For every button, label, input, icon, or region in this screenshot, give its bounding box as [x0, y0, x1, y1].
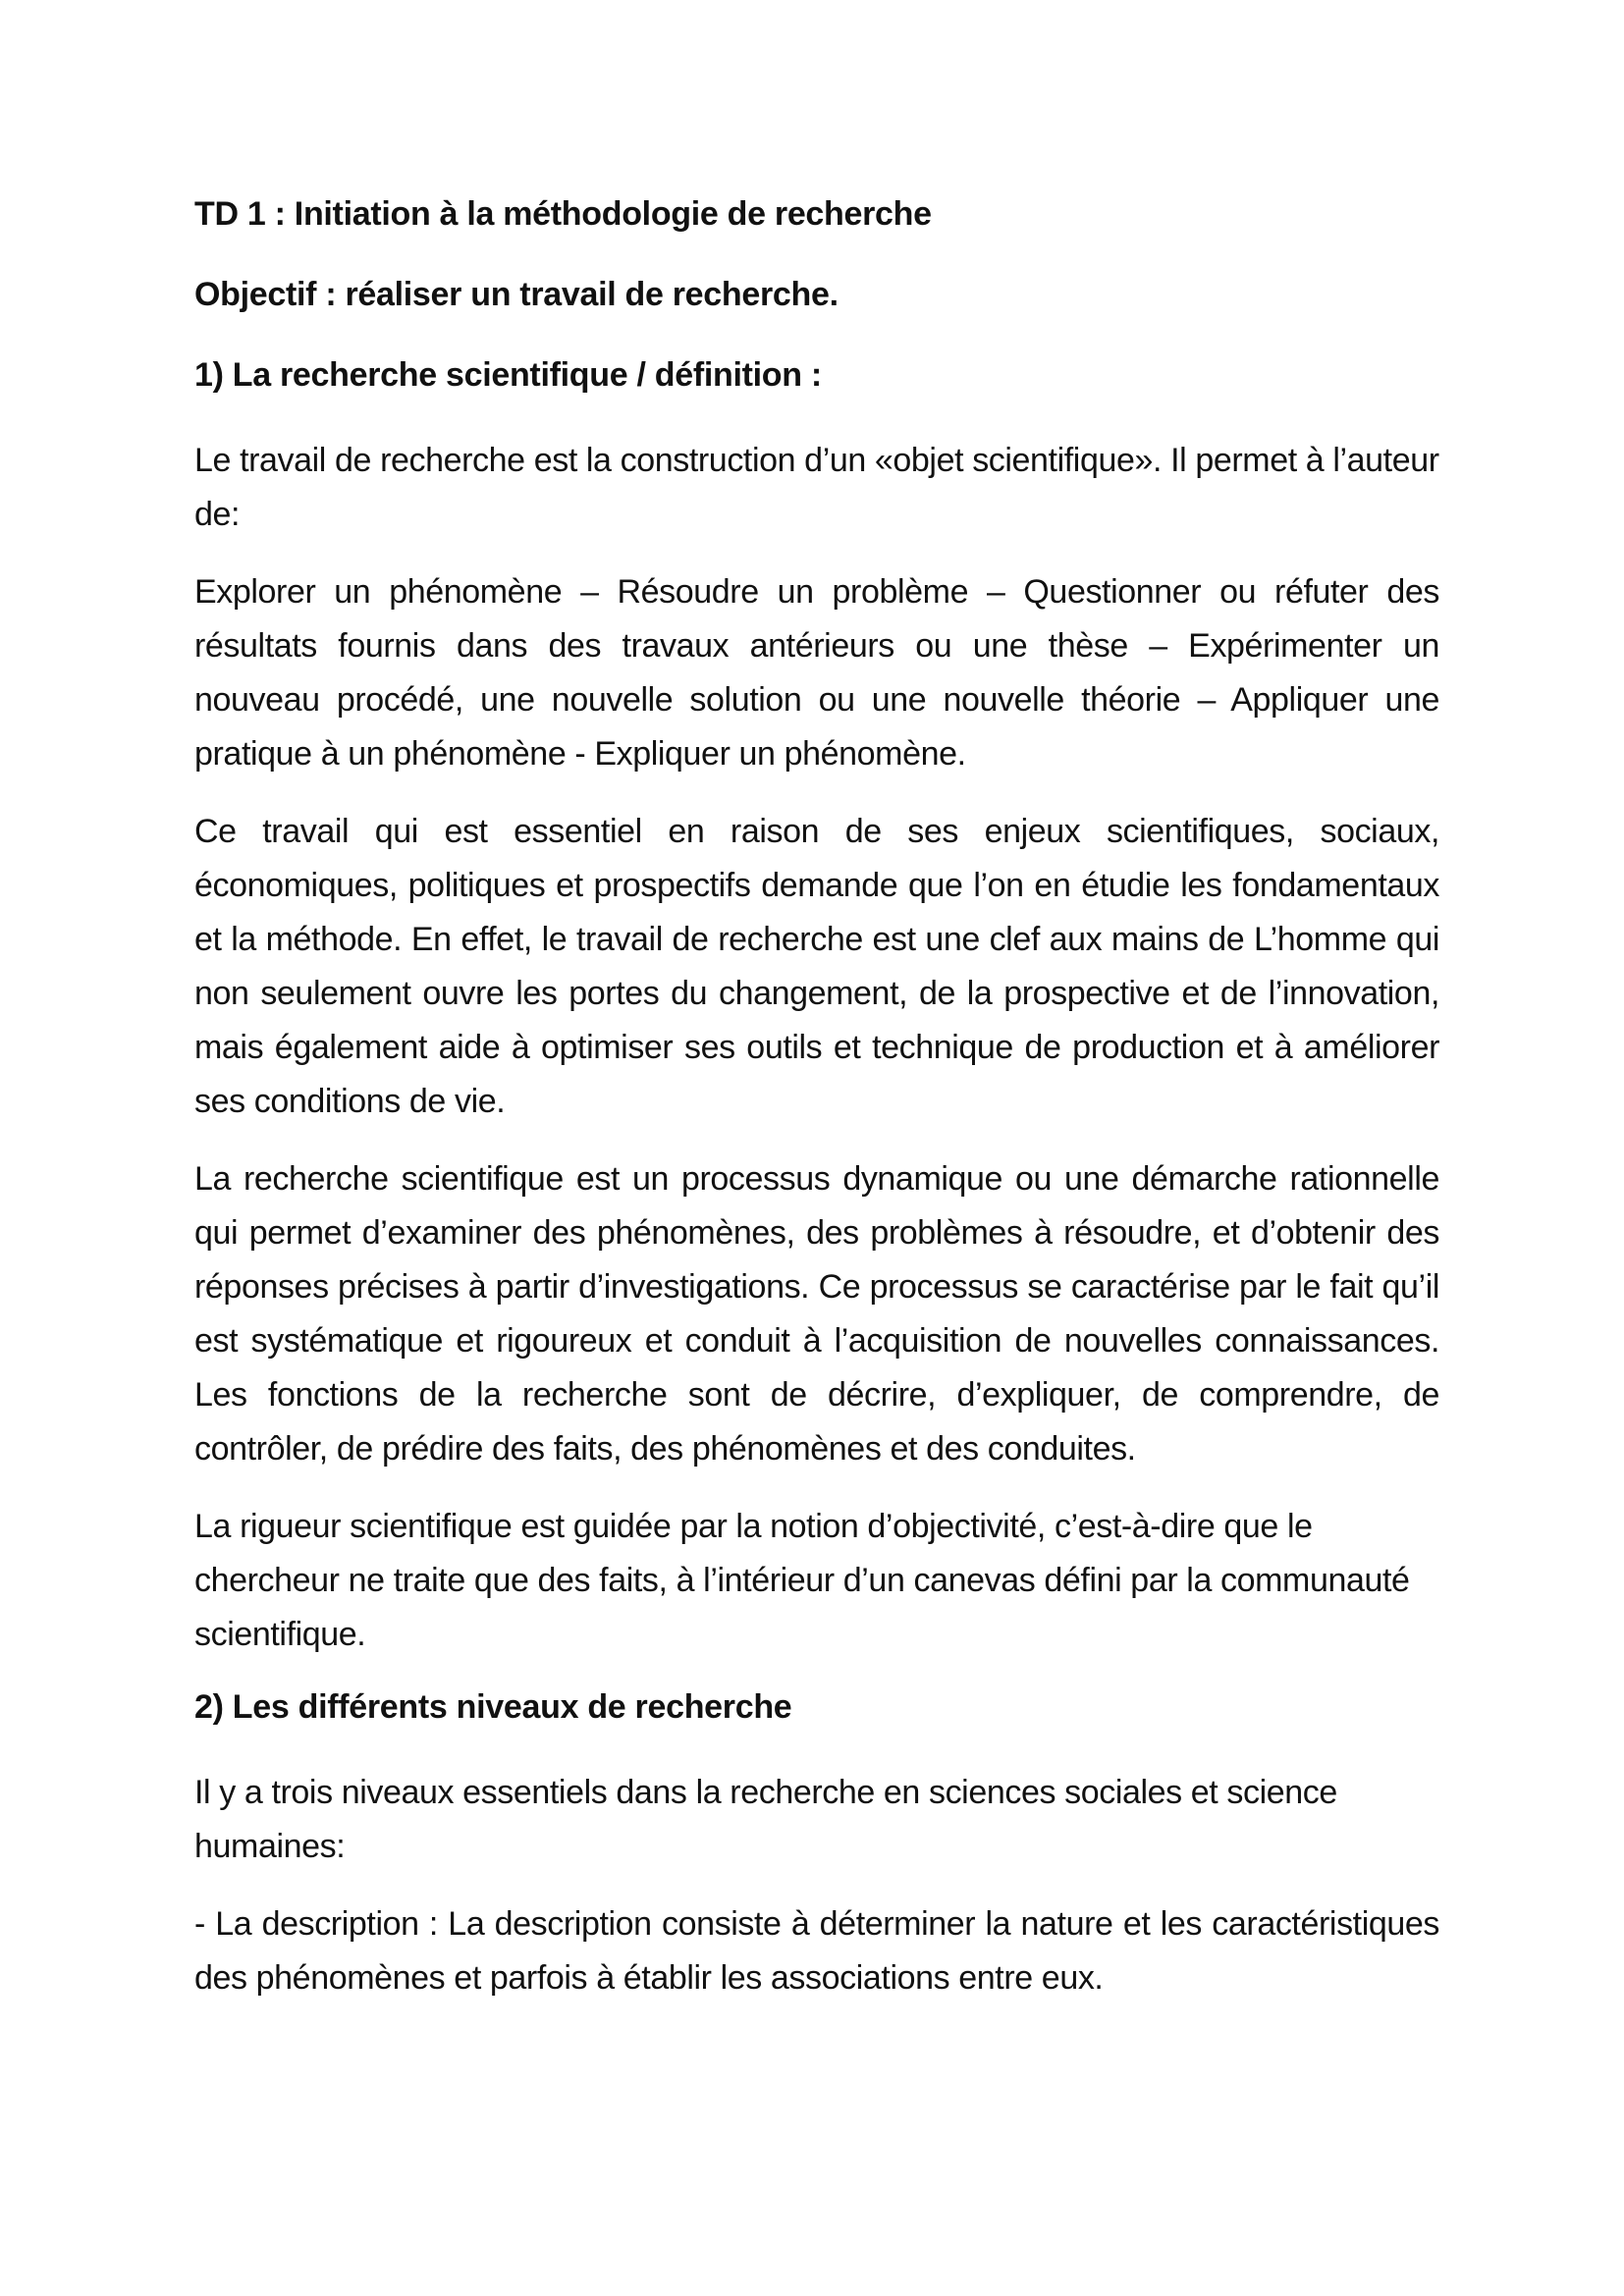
paragraph-description-level: - La description : La description consiste à déterminer la nature et les caractéristiques des phénomènes et parfois à établir les associations entre eux. — [194, 1905, 1439, 1997]
paragraph-process: La recherche scientifique est un processus dynamique ou une démarche rationnelle qui permet d’examiner des phénomènes, des problèmes à résoudre, et d’obtenir des réponses précises à partir d’investigations. Ce processus se caractérise par le fait qu’il est systématique et rigoureux et conduit à l’acquisition de nouvelles connaissances. Les fonctions de la recherche sont de décrire, d’expliquer, de comprendre, de contrôler, de prédire des faits, des phénomènes et des conduites. — [194, 1160, 1439, 1468]
document-title: TD 1 : Initiation à la méthodologie de recherche — [194, 195, 932, 233]
paragraph-objectives-list: Explorer un phénomène – Résoudre un problème – Questionner ou réfuter des résultats fournis dans des travaux antérieurs ou une thèse – Expérimenter un nouveau procédé, une nouvelle solution ou une nouvelle théorie – Appliquer une pratique à un phénomène - Expliquer un phénomène. — [194, 573, 1439, 773]
paragraph-definition: Le travail de recherche est la construction d’un «objet scientifique». Il permet à l’auteur de: — [194, 442, 1439, 533]
document-page — [194, 192, 1439, 2029]
section-2-heading: 2) Les différents niveaux de recherche — [194, 1688, 792, 1726]
section-1-heading: 1) La recherche scientifique / définition : — [194, 356, 822, 394]
objective-line: Objectif : réaliser un travail de recherche. — [194, 276, 839, 313]
paragraph-importance: Ce travail qui est essentiel en raison de ses enjeux scientifiques, sociaux, économiques, politiques et prospectifs demande que l’on en étudie les fondamentaux et la méthode. En effet, le travail de recherche est une clef aux mains de L’homme qui non seulement ouvre les portes du changement, de la prospective et de l’innovation, mais également aide à optimiser ses outils et technique de production et à améliorer ses conditions de vie. — [194, 813, 1439, 1120]
paragraph-levels-intro: Il y a trois niveaux essentiels dans la recherche en sciences sociales et science humaines: — [194, 1774, 1337, 1865]
paragraph-rigor: La rigueur scientifique est guidée par la notion d’objectivité, c’est-à-dire que le chercheur ne traite que des faits, à l’intérieur d’un canevas défini par la communauté scientifique. — [194, 1508, 1410, 1653]
